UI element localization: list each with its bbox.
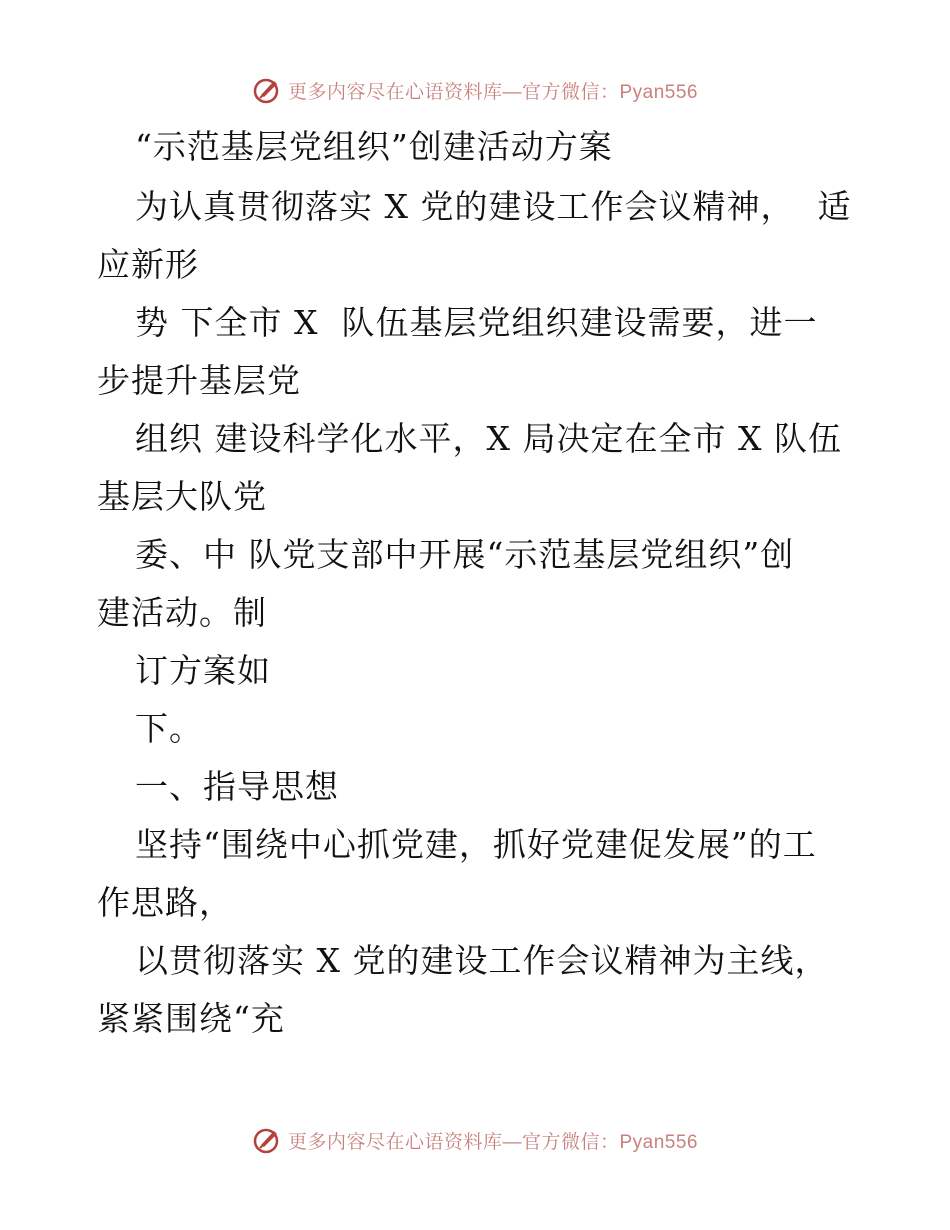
- paragraph-line: 紧紧围绕“充: [97, 999, 285, 1038]
- paragraph-line: 坚持“围绕中心抓党建，抓好党建促发展”的工: [135, 825, 817, 864]
- paragraph-line: 作思路，: [97, 883, 233, 922]
- watermark-text: 更多内容尽在心语资料库—官方微信：Pyan556: [287, 1131, 698, 1153]
- paragraph-line: 组织 建设科学化水平，X 局决定在全市 X 队伍: [135, 419, 842, 458]
- paragraph-line: 建活动。制: [97, 593, 267, 632]
- watermark-group: [252, 75, 698, 105]
- paragraph-line: 委、中 队党支部中开展“示范基层党组织”创: [135, 535, 795, 574]
- paragraph-line: 势 下全市 X 队伍基层党组织建设需要，进一: [135, 303, 818, 342]
- footer-watermark: [0, 1120, 950, 1160]
- quill-logo-icon: [252, 75, 282, 105]
- paragraph-line: 基层大队党: [97, 477, 267, 516]
- paragraph-line: 应新形: [97, 245, 199, 284]
- paragraph-line: 下。: [135, 709, 203, 748]
- section-heading: 一、指导思想: [135, 767, 339, 806]
- paragraph-line: 以贯彻落实 X 党的建设工作会议精神为主线，: [135, 941, 829, 980]
- watermark-text: 更多内容尽在心语资料库—官方微信：Pyan556: [287, 81, 698, 103]
- header-watermark: [0, 70, 950, 110]
- paragraph-line: 为认真贯彻落实 X 党的建设工作会议精神， 适: [135, 187, 852, 226]
- quill-logo-icon: [252, 1125, 282, 1155]
- watermark-group: [252, 1125, 698, 1155]
- paragraph-line: 订方案如: [135, 651, 271, 690]
- document-title: “示范基层党组织”创建活动方案: [135, 127, 613, 166]
- paragraph-line: 步提升基层党: [97, 361, 301, 400]
